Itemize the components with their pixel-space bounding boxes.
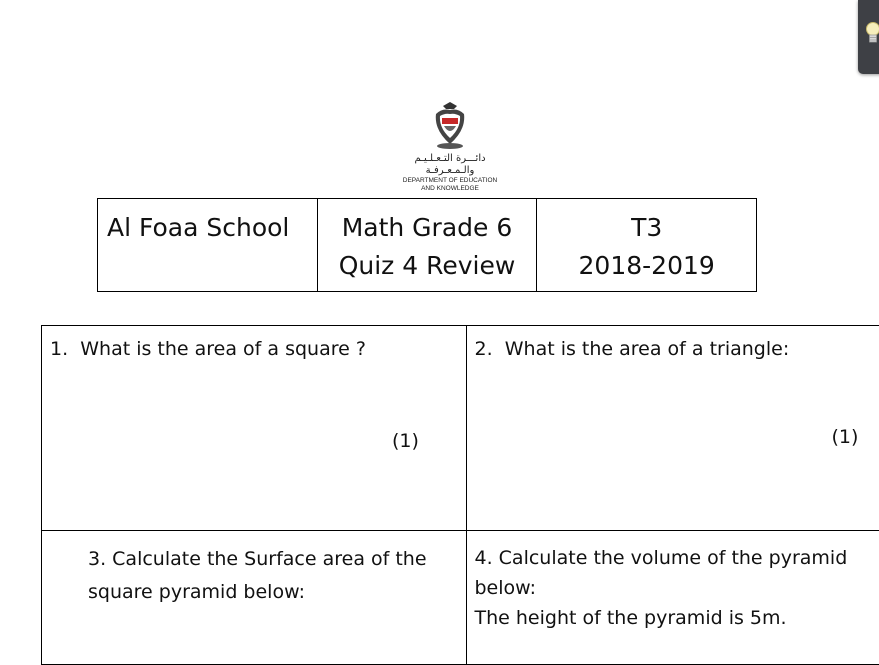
academic-year: 2018-2019 [537,247,756,285]
falcon-emblem-icon [430,100,470,152]
question-3-line-2: square pyramid below: [88,576,427,609]
question-2-cell [466,326,879,531]
question-4-line-3: The height of the pyramid is 5m. [475,603,848,633]
question-2 [475,338,790,360]
department-name-english-2: AND KNOWLEDGE [396,185,504,193]
question-1-cell [42,326,467,531]
question-2-text: What is the area of a triangle: [505,338,790,360]
department-name-english-1: DEPARTMENT OF EDUCATION [396,177,504,185]
school-name: Al Foaa School [107,209,317,247]
subject-cell [317,199,537,292]
question-3-cell [42,531,467,665]
header-table [97,198,757,292]
question-4-line-2: below: [475,573,848,603]
lightbulb-icon [866,20,879,50]
question-2-number: 2. [475,338,493,360]
question-1 [50,338,366,360]
question-4-line-1: 4. Calculate the volume of the pyramid [475,543,848,573]
question-1-text: What is the area of a square ? [80,338,366,360]
term-cell [537,199,757,292]
quiz-title: Quiz 4 Review [318,247,537,285]
department-name-arabic: دائـــرة التـعـلـيـم والـمـعـرفـة [396,153,504,177]
side-panel-tab[interactable] [858,0,879,74]
subject-title: Math Grade 6 [318,209,537,247]
department-logo [396,100,504,193]
question-1-number: 1. [50,338,68,360]
question-4 [475,543,848,633]
question-1-marks: (1) [392,430,419,452]
question-2-marks: (1) [832,426,859,448]
term-label: T3 [537,209,756,247]
question-3 [88,543,427,609]
school-cell [98,199,318,292]
question-4-cell [466,531,879,665]
question-3-line-1: 3. Calculate the Surface area of the [88,543,427,576]
questions-table [41,325,879,665]
